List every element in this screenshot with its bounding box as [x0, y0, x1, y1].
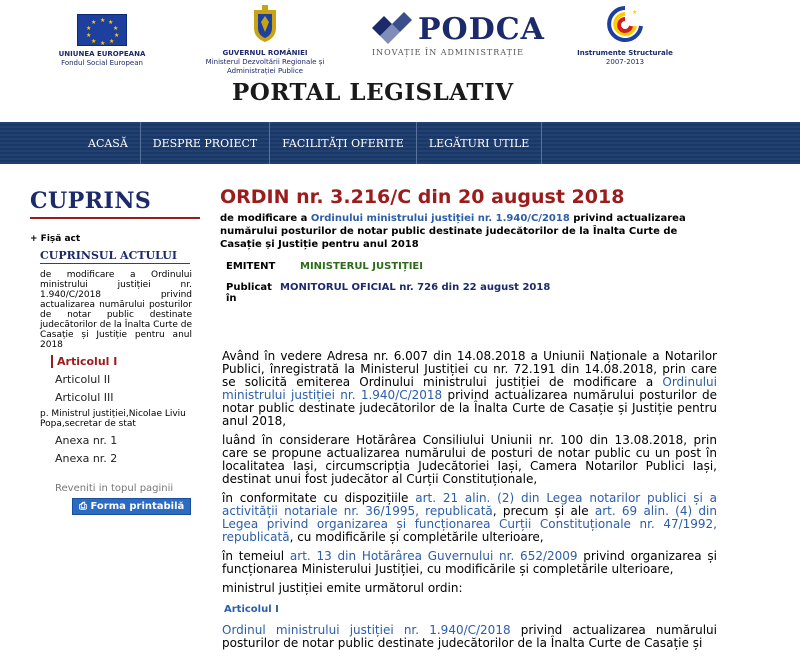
coat-of-arms-icon — [250, 4, 280, 44]
main-nav — [0, 122, 800, 164]
gov-logo-sub: Ministerul Dezvoltării Regionale și Administrației Publice — [205, 58, 325, 75]
toc-item-articolul-iii[interactable]: Articolul III — [55, 391, 114, 404]
p1-text-b: privind actualizarea numărului posturilor de notar public destinate judecătorilor de la Înalta Curte de Casație și Justiție pentru anul 2018, — [222, 388, 717, 428]
p3-text-a: în conformitate cu dispozițiile — [222, 491, 416, 505]
toc-item-articolul-ii[interactable]: Articolul II — [55, 373, 111, 386]
print-button[interactable] — [72, 498, 191, 515]
p3-text-b: , precum și ale — [492, 504, 595, 518]
site-header — [0, 0, 800, 122]
eu-logo-sub: Fondul Social European — [61, 59, 143, 67]
paragraph-3 — [222, 492, 717, 544]
toc-signature[interactable]: p. Ministrul justiției,Nicolae Liviu Popa,secretar de stat — [40, 409, 186, 429]
publicat-value: MONITORUL OFICIAL nr. 726 din 22 august 2018 — [280, 282, 551, 293]
podca-name: PODCA — [418, 12, 545, 47]
document-header — [220, 186, 720, 304]
eu-logo-title: UNIUNEA EUROPEANA — [58, 50, 146, 58]
toc-item-anexa-1[interactable]: Anexa nr. 1 — [55, 434, 118, 447]
sidebar-heading: CUPRINS — [30, 188, 200, 219]
p1-link[interactable]: Ordinului ministrului justiției nr. 1.940/C/2018 — [222, 375, 717, 402]
p6-link[interactable]: Ordinul ministrului justiției nr. 1.940/C/2018 — [222, 623, 511, 637]
is-logo-sub: 2007-2013 — [605, 58, 645, 66]
subtitle-rest: privind actualizarea numărului posturilor de notar public destinate judecătorilor de la Înalta Curte de Casație și Justiție pentru anul 2018 — [220, 213, 686, 250]
paragraph-5: ministrul justiției emite următorul ordin: — [222, 581, 463, 595]
toc-item-articolul-i[interactable]: Articolul I — [51, 355, 200, 368]
publicat-row — [220, 282, 720, 304]
gov-logo-title: GUVERNUL ROMÂNIEI — [222, 49, 308, 57]
sidebar — [30, 188, 200, 515]
document-body — [222, 350, 717, 656]
paragraph-2: luând în considerare Hotărârea Consiliului Uniunii nr. 100 din 13.08.2018, prin care se propune actualizarea numărului de posturi de notar public cu un post în localitatea Iași, circumscripția Judecătoriei Iași, Camera Notarilor Publici Iași, destinat unui fost judecător al Curții Constituționale, — [222, 433, 717, 486]
publicat-label: Publicat în — [226, 282, 272, 304]
cuprinsul-actului-heading: CUPRINSUL ACTULUI — [40, 249, 190, 264]
p4-link[interactable]: art. 13 din Hotărârea Guvernului nr. 652/2009 — [289, 549, 578, 563]
p4-text-a: în temeiul — [222, 549, 290, 563]
nav-item-legaturi[interactable]: LEGĂTURI UTILE — [416, 122, 542, 164]
fisa-act-toggle[interactable]: + Fișă act — [30, 234, 81, 244]
podca-tagline: INOVAȚIE ÎN ADMINISTRAȚIE — [372, 48, 524, 57]
podca-mark-icon — [370, 8, 414, 48]
emitent-label: EMITENT — [226, 261, 276, 272]
back-to-top-link[interactable]: Reveniti in topul paginii — [55, 483, 174, 494]
emitent-row — [220, 261, 720, 272]
is-logo-title: Instrumente Structurale — [577, 49, 673, 57]
is-logo — [560, 4, 690, 67]
svg-text:★: ★ — [632, 9, 638, 16]
nav-item-facilitati[interactable]: FACILITĂȚI OFERITE — [269, 122, 416, 164]
nav-item-acasa[interactable]: ACASĂ — [88, 136, 128, 150]
eu-logo — [52, 14, 152, 68]
p4-text-b: privind organizarea și funcționarea Ministerului Justiției, cu modificările și completările ulterioare, — [222, 549, 717, 576]
paragraph-6 — [222, 624, 717, 650]
subtitle-prefix: de modificare a — [220, 213, 311, 224]
gov-logo — [205, 4, 325, 76]
toc-description[interactable]: de modificare a Ordinului ministrului justiției nr. 1.940/C/2018 privind actualizarea numărului posturilor de notar public destinate judecătorilor de la Înalta Curte de Casație și Justiție pentru anul 2018 — [40, 270, 192, 350]
subtitle-link[interactable]: Ordinului ministrului justiției nr. 1.940/C/2018 — [310, 213, 570, 224]
p3-link-1[interactable]: art. 21 alin. (2) din Legea notarilor publici și a activității notariale nr. 36/1995, republicată — [222, 491, 718, 518]
paragraph-1 — [222, 350, 717, 428]
article-heading: Articolul I — [224, 604, 279, 615]
p3-text-c: , cu modificările și completările ulterioare, — [289, 530, 544, 544]
print-button-label: Forma printabilă — [90, 501, 185, 512]
instrumente-structurale-icon — [602, 4, 648, 42]
portal-title: PORTAL LEGISLATIV — [232, 79, 514, 106]
document-title: ORDIN nr. 3.216/C din 20 august 2018 — [220, 186, 625, 208]
p1-text-a: Având în vedere Adresa nr. 6.007 din 14.08.2018 a Uniunii Naționale a Notarilor Publici, înregistrată la Ministerul Justiției cu nr. 72.191 din 14.08.2018, prin care se solicită emiterea Ordinului ministrului justiției de modificare a — [222, 349, 717, 389]
p6-text-b: privind actualizarea numărului posturilor de notar public destinate judecătorilor de la Înalta Curte de Casație și — [222, 623, 717, 650]
eu-flag-icon: ★ ★ ★ ★ ★ ★ ★ ★ ★ ★ — [77, 14, 127, 46]
p3-link-2[interactable]: art. 69 alin. (4) din Legea privind organizarea și funcționarea Curții Constituționale nr. 47/1992, republicată — [222, 504, 717, 544]
printer-icon: ⎙ — [79, 501, 91, 512]
document-subtitle — [220, 212, 720, 251]
emitent-value: MINISTERUL JUSTIȚIEI — [300, 261, 423, 272]
paragraph-4 — [222, 550, 717, 576]
toc-item-anexa-2[interactable]: Anexa nr. 2 — [55, 452, 118, 465]
podca-logo — [370, 8, 545, 58]
nav-item-despre-proiect[interactable]: DESPRE PROIECT — [140, 122, 269, 164]
